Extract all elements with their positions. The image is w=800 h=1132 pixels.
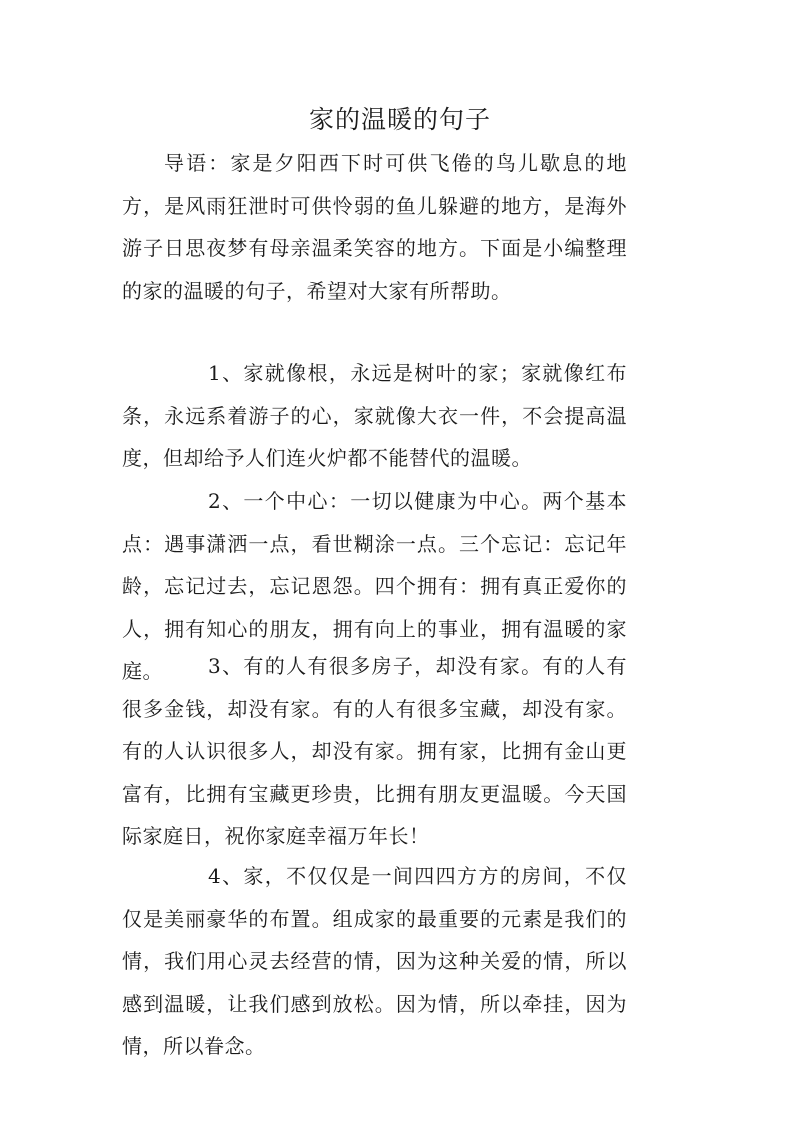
- paragraph-4: 4、家，不仅仅是一间四四方方的房间，不仅仅是美丽豪华的布置。组成家的最重要的元素是我们的情，我们用心灵去经营的情，因为这种关爱的情，所以感到温暖，让我们感到放松。因为情，所以牵挂，因为情，所以眷念。: [122, 864, 627, 1058]
- paragraph-3: 3、有的人有很多房子，却没有家。有的人有很多金钱，却没有家。有的人有很多宝藏，却没有家。有的人认识很多人，却没有家。拥有家，比拥有金山更富有，比拥有宝藏更珍贵，比拥有朋友更温暖。今天国际家庭日，祝你家庭幸福万年长！: [122, 654, 627, 848]
- paragraph-2: 2、一个中心：一切以健康为中心。两个基本点：遇事潇洒一点，看世糊涂一点。三个忘记：忘记年龄，忘记过去，忘记恩怨。四个拥有：拥有真正爱你的人，拥有知心的朋友，拥有向上的事业，拥有温暖的家庭。: [122, 489, 627, 683]
- document-title: 家的温暖的句子: [308, 105, 491, 134]
- intro-paragraph: 导语：家是夕阳西下时可供飞倦的鸟儿歇息的地方，是风雨狂泄时可供怜弱的鱼儿躲避的地方，是海外游子日思夜梦有母亲温柔笑容的地方。下面是小编整理的家的温暖的句子，希望对大家有所帮助。: [122, 151, 627, 303]
- paragraph-1: 1、家就像根，永远是树叶的家；家就像红布条，永远系着游子的心，家就像大衣一件，不会提高温度，但却给予人们连火炉都不能替代的温暖。: [122, 361, 627, 470]
